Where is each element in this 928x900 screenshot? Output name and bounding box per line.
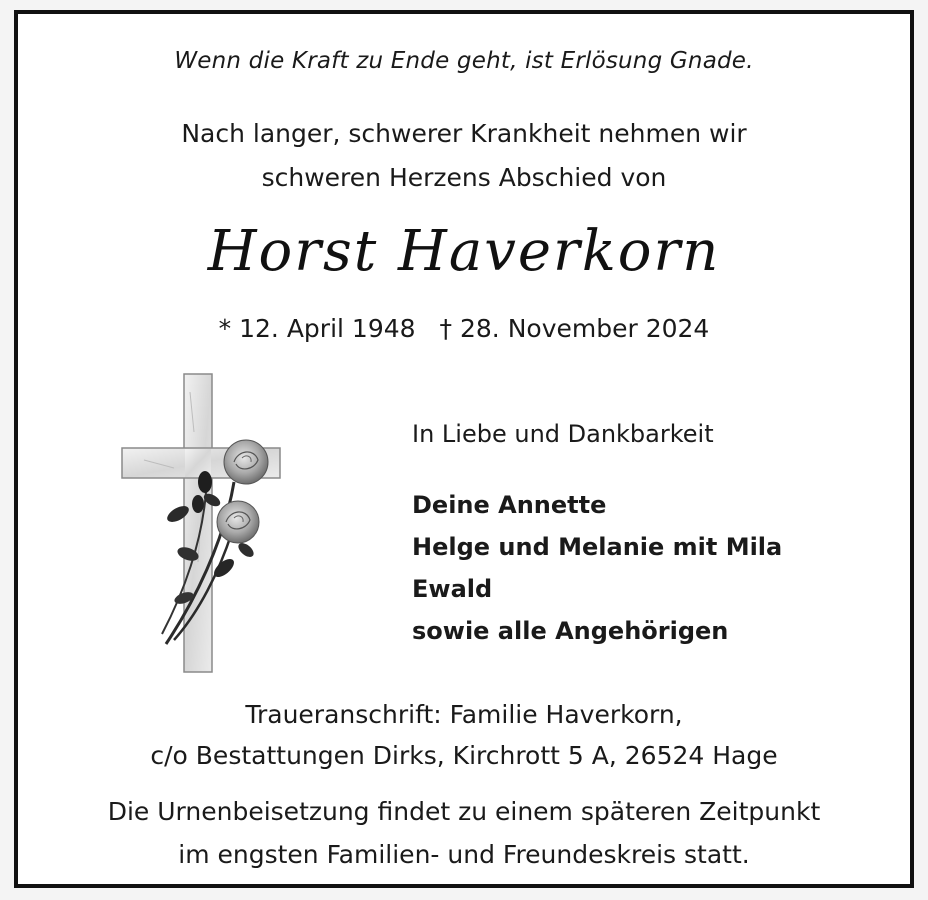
birth-date: * 12. April 1948 bbox=[218, 314, 416, 343]
intro-line: Nach langer, schwerer Krankheit nehmen wir bbox=[181, 119, 747, 148]
mourner-name: sowie alle Angehörigen bbox=[412, 617, 729, 645]
address-line: c/o Bestattungen Dirks, Kirchrott 5 A, 26524 Hage bbox=[150, 741, 778, 770]
motto: Wenn die Kraft zu Ende geht, ist Erlösung Gnade. bbox=[174, 48, 754, 74]
mourner-name: Helge und Melanie mit Mila bbox=[412, 533, 783, 561]
intro-text bbox=[18, 112, 910, 200]
life-dates bbox=[18, 314, 910, 343]
cross-with-roses-icon bbox=[114, 372, 284, 677]
mourner-name: Ewald bbox=[412, 575, 493, 603]
mourners-list bbox=[412, 484, 782, 652]
deceased-name: Horst Haverkorn bbox=[207, 219, 721, 284]
burial-note bbox=[18, 790, 910, 876]
mourning-address bbox=[18, 694, 910, 776]
mourner-name: Deine Annette bbox=[412, 491, 607, 519]
intro-line: schweren Herzens Abschied von bbox=[261, 163, 667, 192]
burial-note-line: Die Urnenbeisetzung findet zu einem späteren Zeitpunkt bbox=[107, 797, 821, 826]
obituary-notice bbox=[14, 10, 914, 888]
death-date: † 28. November 2024 bbox=[439, 314, 710, 343]
burial-note-line: im engsten Familien- und Freundeskreis statt. bbox=[178, 840, 750, 869]
thanks-line: In Liebe und Dankbarkeit bbox=[412, 420, 714, 448]
address-line: Traueranschrift: Familie Haverkorn, bbox=[245, 700, 683, 729]
